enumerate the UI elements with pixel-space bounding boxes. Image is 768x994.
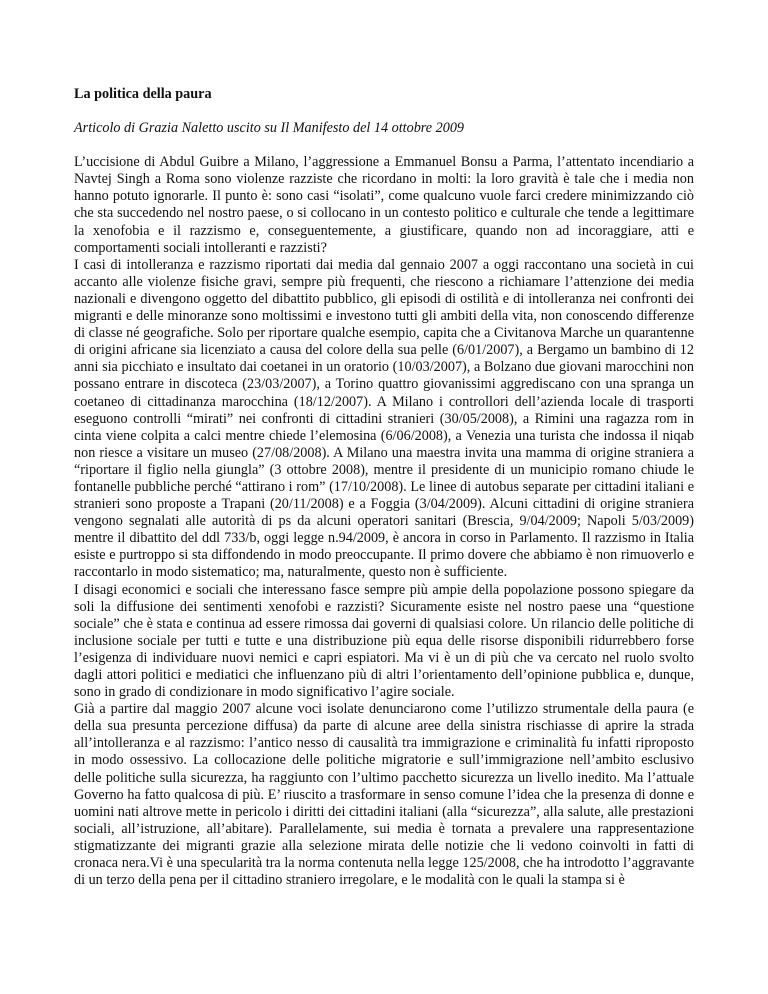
document-subtitle: Articolo di Grazia Naletto uscito su Il Manifesto del 14 ottobre 2009 [74,120,465,137]
document-body [74,154,694,889]
document-page [74,86,694,889]
paragraph: L’uccisione di Abdul Guibre a Milano, l’aggressione a Emmanuel Bonsu a Parma, l’attentato incendiario a Navtej Singh a Roma sono violenze razziste che ricordano in molti: la loro gravità è tale che i media non hanno potuto ignorarle. Il punto è: sono casi “isolati”, come qualcuno vuole farci credere minimizzando ciò che sta succedendo nel nostro paese, o si collocano in un contesto politico e culturale che tende a legittimare la xenofobia e il razzismo e, conseguentemente, a giustificare, quando non ad incoraggiare, atti e comportamenti sociali intolleranti e razzisti? [74,154,694,256]
paragraph: I casi di intolleranza e razzismo riportati dai media dal gennaio 2007 a oggi raccontano una società in cui accanto alle violenze fisiche gravi, sempre più frequenti, che riescono a richiamare l’attenzione dei media nazionali e divengono oggetto del dibattito pubblico, gli episodi di ostilità e di intolleranza nei confronti dei migranti e delle minoranze sono moltissimi e investono tutti gli ambiti della vita, non conoscendo differenze di classe né geografiche. Solo per riportare qualche esempio, capita che a Civitanova Marche un quarantenne di origini africane sia licenziato a causa del colore della sua pelle (6/01/2007), a Bergamo un bambino di 12 anni sia picchiato e insultato dai coetanei in un oratorio (10/03/2007), a Bolzano due giovani marocchini non possano entrare in discoteca (23/03/2007), a Torino quattro giovanissimi aggrediscano con una spranga un coetaneo di cittadinanza marocchina (18/12/2007). A Milano i controllori dell’azienda locale di trasporti eseguono controlli “mirati” nei confronti di cittadini stranieri (30/05/2008), a Rimini una ragazza rom in cinta viene colpita a calci mentre chiede l’elemosina (6/06/2008), a Venezia una turista che indossa il niqab non riesce a visitare un museo (27/08/2008). A Milano una maestra invita una mamma di origine straniera a “riportare il figlio nella giungla” (3 ottobre 2008), mentre il presidente di un municipio romano chiude le fontanelle pubbliche perché “attirano i rom” (17/10/2008). Le linee di autobus separate per cittadini italiani e stranieri sono proposte a Trapani (20/11/2008) e a Foggia (3/04/2009). Alcuni cittadini di origine straniera vengono segnalati alle autorità di ps da alcuni operatori sanitari (Brescia, 9/04/2009; Napoli 5/03/2009) mentre il dibattito del ddl 733/b, oggi legge n.94/2009, è ancora in corso in Parlamento. Il razzismo in Italia esiste e purtroppo si sta diffondendo in modo preoccupante. Il primo dovere che abbiamo è non rimuoverlo e raccontarlo in modo sistematico; ma, naturalmente, questo non è sufficiente. [74,256,694,581]
document-title: La politica della paura [74,86,212,102]
paragraph: Già a partire dal maggio 2007 alcune voci isolate denunciarono come l’utilizzo strumentale della paura (e della sua presunta percezione diffusa) da parte di alcune aree della sinistra rischiasse di aprire la strada all’intolleranza e al razzismo: l’antico nesso di causalità tra immigrazione e criminalità fu infatti riproposto in modo ossessivo. La collocazione delle politiche migratorie e sull’immigrazione nell’ambito esclusivo delle politiche sulla sicurezza, ha raggiunto con l’ultimo pacchetto sicurezza un livello inedito. Ma l’attuale Governo ha fatto qualcosa di più. E’ riuscito a trasformare in senso comune l’idea che la presenza di donne e uomini nati altrove mette in pericolo i diritti dei cittadini italiani (alla “sicurezza”, alla salute, alle prestazioni sociali, all’istruzione, all’abitare). Parallelamente, sui media è tornata a prevalere una rappresentazione stigmatizzante dei migranti grazie alla selezione mirata delle notizie che li vedono coinvolti in fatti di cronaca nera.Vi è una specularità tra la norma contenuta nella legge 125/2008, che ha introdotto l’aggravante di un terzo della pena per il cittadino straniero irregolare, e le modalità con le quali la stampa si è [74,701,694,889]
paragraph: I disagi economici e sociali che interessano fasce sempre più ampie della popolazione possono spiegare da soli la diffusione dei sentimenti xenofobi e razzisti? Sicuramente esiste nel nostro paese una “questione sociale” che è stata e continua ad essere rimossa dai governi di qualsiasi colore. Un rilancio delle politiche di inclusione sociale per tutti e tutte e una distribuzione più equa delle risorse disponibili ridurrebbero forse l’esigenza di individuare nuovi nemici e capri espiatori. Ma vi è un di più che va cercato nel ruolo svolto dagli attori politici e mediatici che influenzano più di altri l’orientamento dell’opinione pubblica e, dunque, sono in grado di condizionare in modo significativo l’agire sociale. [74,581,694,701]
